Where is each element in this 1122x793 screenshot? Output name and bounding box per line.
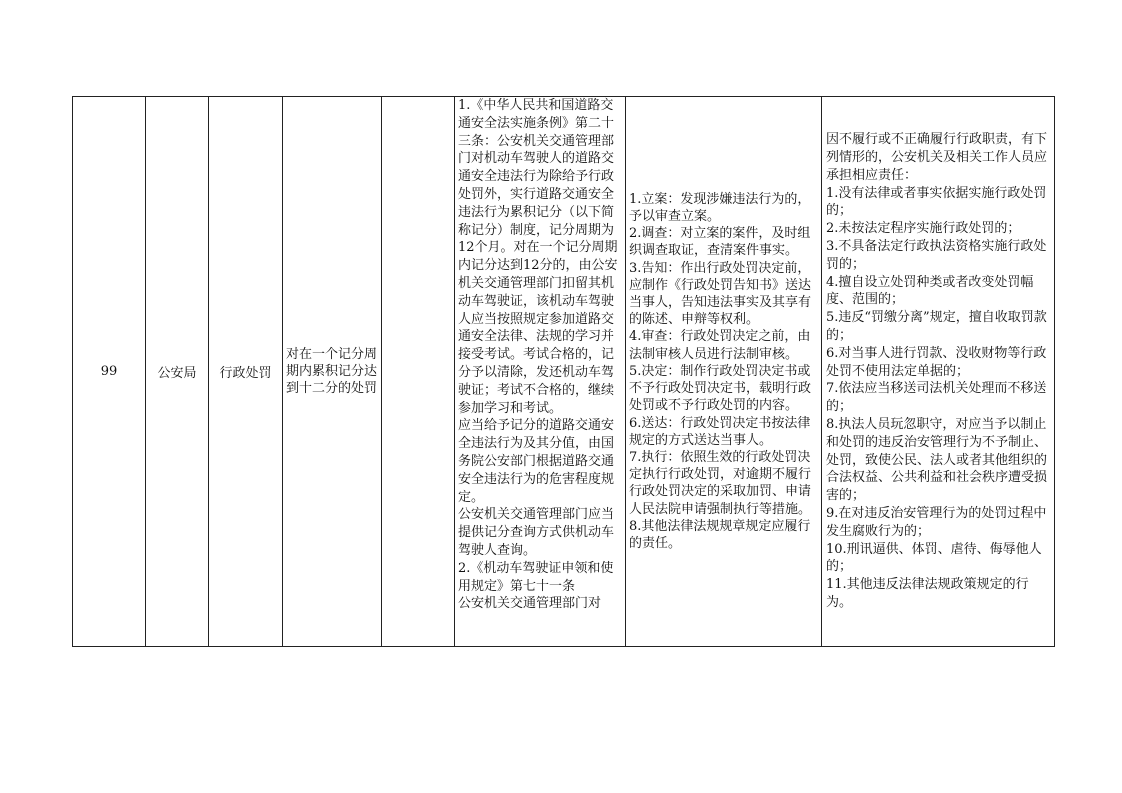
procedure-step: 4.审查：行政处罚决定之前，由法制审核人员进行法制审核。 [629, 329, 811, 362]
row-number-cell [73, 97, 146, 647]
accountability-item: 11.其他违反法律法规政策规定的行为。 [826, 577, 1029, 610]
procedure-text [626, 191, 821, 552]
accountability-item: 10.刑讯逼供、体罚、虐待、侮辱他人的； [826, 541, 1042, 575]
power-list-table [72, 96, 1055, 647]
legal-basis-paragraph: 公安机关交通管理部门应当提供记分查询方式供机动车驾驶人查询。 [458, 507, 615, 558]
accountability-item: 因不履行或不正确履行行政职责，有下列情形的，公安机关及相关工作人员应承担相应责任： [826, 132, 1048, 183]
legal-basis-text [455, 97, 625, 646]
power-type: 行政处罚 [219, 366, 272, 381]
accountability-item: 8.执法人员玩忽职守，对应当予以制止和处罚的违反治安管理行为不予制止、处罚，致使公民、法人或者其他组织的合法权益、公共利益和社会秩序遭受损害的； [826, 416, 1048, 504]
legal-basis-paragraph: 1.《中华人民共和国道路交通安全法实施条例》第二十三条：公安机关交通管理部门对机动车驾驶人的道路交通安全违法行为除给予行政处罚外，实行道路交通安全违法行为累积记分（以下简称记分）制度，记分周期为12个月。对在一个记分周期内记分达到12分的，由公安机关交通管理部门扣留其机动车驾驶证，该机动车驾驶人应当按照规定参加道路交通安全法律、法规的学习并接受考试。考试合格的，记分予以清除，发还机动车驾驶证；考试不合格的，继续参加学习和考试。 [458, 98, 618, 416]
procedure-step: 1.立案：发现涉嫌违法行为的，予以审查立案。 [629, 191, 811, 225]
accountability-item: 3.不具备法定行政执法资格实施行政处罚的； [826, 239, 1047, 272]
legal-basis-paragraph: 2.《机动车驾驶证申领和使用规定》第七十一条 [458, 560, 614, 594]
item-name-cell [283, 97, 382, 647]
accountability-item: 5.违反“罚缴分离”规定，擅自收取罚款的； [826, 310, 1047, 343]
accountability-item: 6.对当事人进行罚款、没收财物等行政处罚不使用法定单据的； [826, 345, 1047, 379]
procedure-step: 5.决定：制作行政处罚决定书或不予行政处罚决定书，载明行政处罚或不予行政处罚的内容。 [629, 363, 812, 414]
accountability-item: 1.没有法律或者事实依据实施行政处罚的； [826, 185, 1047, 219]
legal-basis-paragraph: 应当给予记分的道路交通安全违法行为及其分值，由国务院公安部门根据道路交通安全违法行为的危害程度规定。 [458, 418, 615, 505]
table-row [73, 97, 1055, 647]
accountability-cell [822, 97, 1055, 647]
legal-basis-paragraph: 公安机关交通管理部门对 [458, 596, 602, 612]
power-type-cell [209, 97, 283, 647]
accountability-item: 7.依法应当移送司法机关处理而不移送的； [826, 381, 1047, 415]
accountability-item: 9.在对违反治安管理行为的处罚过程中发生腐败行为的； [826, 505, 1047, 539]
row-number: 99 [100, 364, 118, 379]
accountability-item: 2.未按法定程序实施行政处罚的； [826, 221, 1021, 237]
department-cell [146, 97, 209, 647]
procedure-step: 3.告知：作出行政处罚决定前，应制作《行政处罚告知书》送达当事人，告知违法事实及其享有的陈述、申辩等权利。 [629, 260, 812, 328]
procedure-step: 6.送达：行政处罚决定书按法律规定的方式送达当事人。 [629, 415, 811, 448]
sub-item-cell [382, 97, 455, 647]
power-list-sheet [72, 96, 1046, 645]
accountability-text [822, 131, 1054, 612]
legal-basis-cell [455, 97, 626, 647]
procedure-cell [626, 97, 822, 647]
item-name: 对在一个记分周期内累积记分达到十二分的处罚 [286, 347, 378, 396]
procedure-step: 7.执行：依照生效的行政处罚决定执行行政处罚，对逾期不履行行政处罚决定的采取加罚、申请人民法院申请强制执行等措施。 [629, 449, 812, 517]
procedure-step: 8.其他法律法规规章规定应履行的责任。 [629, 518, 811, 551]
department-name: 公安局 [157, 366, 197, 381]
procedure-step: 2.调查：对立案的案件，及时组织调查取证，查清案件事实。 [629, 226, 811, 259]
accountability-item: 4.擅自设立处罚种类或者改变处罚幅度、范围的； [826, 274, 1034, 308]
